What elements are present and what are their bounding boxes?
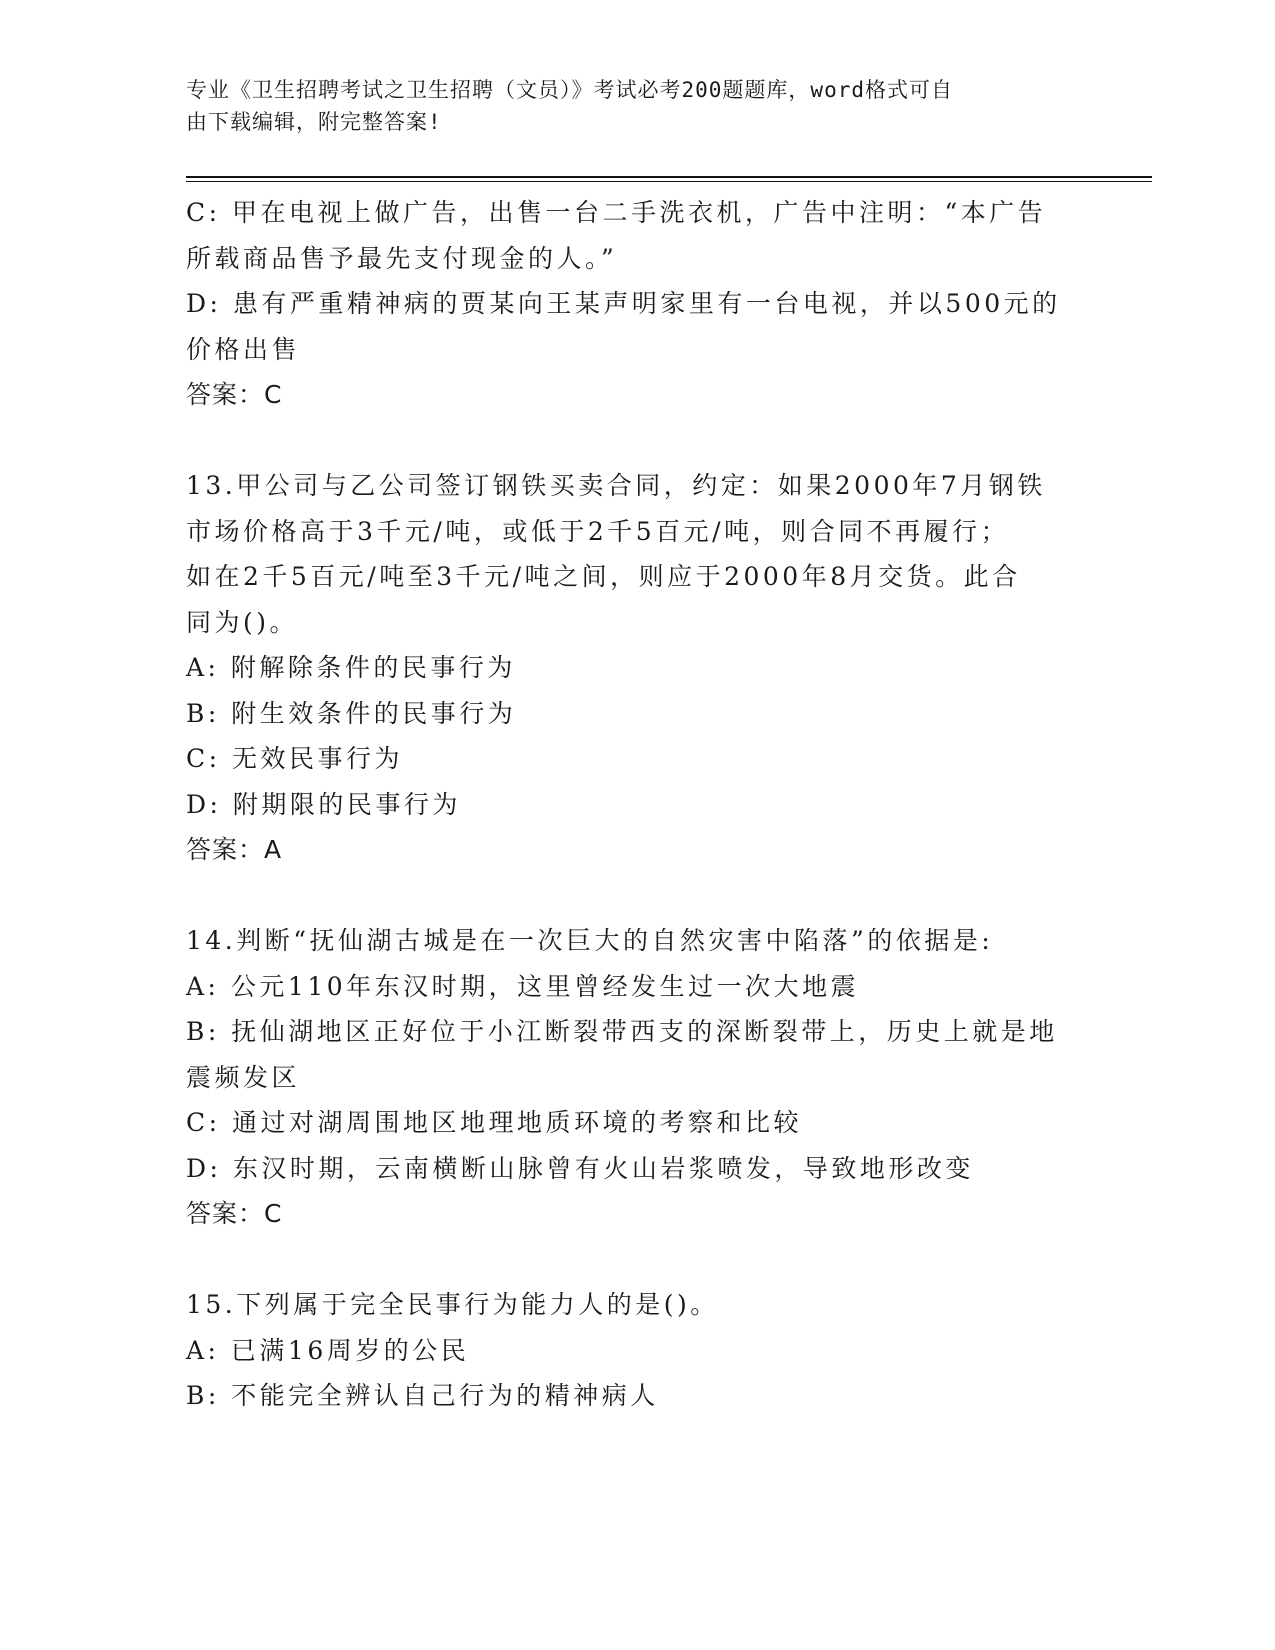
question-block: [186, 190, 1086, 418]
option-c: C: 通过对湖周围地区地理地质环境的考察和比较: [186, 1108, 802, 1137]
option-c: C: 甲在电视上做广告，出售一台二手洗衣机，广告中注明：“本广告: [186, 198, 1047, 227]
question-13-stem: 市场价格高于3千元/吨，或低于2千5百元/吨，则合同不再履行；: [186, 516, 1010, 546]
spacer: [186, 418, 1086, 464]
option-a: A: 附解除条件的民事行为: [186, 653, 516, 682]
question-14-stem: 14.判断“抚仙湖古城是在一次巨大的自然灾害中陷落”的依据是:: [186, 926, 994, 955]
option-a: A: 已满16周岁的公民: [186, 1335, 470, 1365]
header-divider-thick: [186, 176, 1152, 178]
answer-line: 答案：A: [186, 835, 283, 864]
question-block: [186, 463, 1086, 873]
question-13-stem: 同为()。: [186, 607, 299, 637]
option-d-continued: 价格出售: [186, 334, 301, 364]
option-b-continued: 震频发区: [186, 1062, 301, 1092]
document-header: [186, 74, 1066, 138]
question-13-stem: 如在2千5百元/吨至3千元/吨之间，则应于2000年8月交货。此合: [186, 562, 1021, 591]
question-13-stem: 13.甲公司与乙公司签订钢铁买卖合同，约定：如果2000年7月钢铁: [186, 471, 1046, 500]
header-line-1: 专业《卫生招聘考试之卫生招聘（文员）》考试必考200题题库，word格式可自: [186, 78, 953, 102]
question-block: [186, 1282, 1086, 1419]
option-a: A: 公元110年东汉时期，这里曾经发生过一次大地震: [186, 971, 860, 1001]
option-b: B: 抚仙湖地区正好位于小江断裂带西支的深断裂带上，历史上就是地: [186, 1017, 1058, 1046]
answer-line: 答案：C: [186, 380, 283, 409]
option-c: C: 无效民事行为: [186, 744, 403, 773]
spacer: [186, 873, 1086, 919]
question-content: [186, 190, 1086, 1419]
option-d: D: 附期限的民事行为: [186, 789, 461, 819]
header-line-2: 由下载编辑，附完整答案!: [186, 110, 442, 134]
header-divider-thin: [186, 181, 1152, 182]
answer-line: 答案：C: [186, 1199, 283, 1228]
question-block: [186, 918, 1086, 1237]
option-b: B: 附生效条件的民事行为: [186, 698, 517, 728]
option-c-continued: 所载商品售予最先支付现金的人。”: [186, 243, 618, 273]
option-d: D: 患有严重精神病的贾某向王某声明家里有一台电视，并以500元的: [186, 289, 1061, 318]
option-b: B: 不能完全辨认自己行为的精神病人: [186, 1381, 659, 1410]
spacer: [186, 1237, 1086, 1283]
question-15-stem: 15.下列属于完全民事行为能力人的是()。: [186, 1290, 719, 1319]
option-d: D: 东汉时期，云南横断山脉曾有火山岩浆喷发，导致地形改变: [186, 1153, 974, 1183]
